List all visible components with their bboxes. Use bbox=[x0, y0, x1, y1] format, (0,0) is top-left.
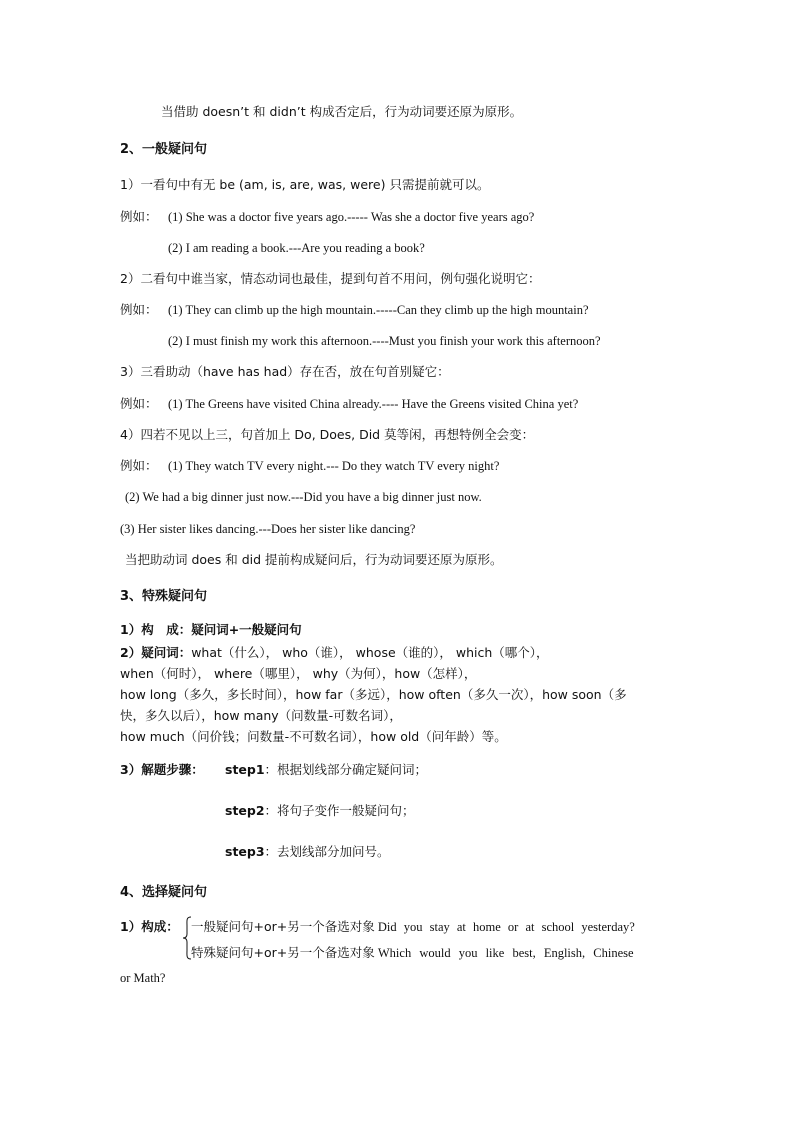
rule3: 3）三看助动（have has had）存在否，放在句首别疑它： bbox=[120, 364, 450, 379]
choice-line-2 bbox=[191, 945, 634, 961]
steps-label: 3）解题步骤： bbox=[120, 762, 204, 777]
choice-line-1 bbox=[191, 919, 635, 935]
question-words-line-1: what（什么）， who（谁）， whose（谁的）， which（哪个）， bbox=[191, 645, 549, 660]
structure-row bbox=[120, 622, 302, 638]
question-words-row bbox=[120, 645, 549, 661]
rule2: 2）二看句中谁当家，情态动词也最佳，提到句首不用问，例句强化说明它： bbox=[120, 271, 541, 286]
example-label: 例如： bbox=[120, 209, 158, 224]
step-1 bbox=[225, 762, 427, 778]
section3-heading: 3、特殊疑问句 bbox=[120, 589, 208, 604]
choice-line-3: or Math? bbox=[120, 971, 166, 985]
step-3-key: step3 bbox=[225, 844, 265, 859]
rule4: 4）四若不见以上三，句首加上 Do, Does, Did 莫等闲，再想特例全会变： bbox=[120, 427, 535, 442]
example-label: 例如： bbox=[120, 458, 158, 473]
example-3-1: (1) The Greens have visited China already.---- Have the Greens visited China yet? bbox=[168, 397, 579, 411]
example-label: 例如： bbox=[120, 396, 158, 411]
example-2-2: (2) I must finish my work this afternoon.----Must you finish your work this afternoon? bbox=[168, 334, 601, 348]
example-4-3: (3) Her sister likes dancing.---Does her sister like dancing? bbox=[120, 522, 416, 536]
step-1-key: step1 bbox=[225, 762, 265, 777]
negation-note: 当借助 doesn’t 和 didn’t 构成否定后，行为动词要还原为原形。 bbox=[161, 104, 523, 119]
question-words-line-2: when（何时）， where（哪里）， why（为何），how（怎样）， bbox=[120, 666, 477, 681]
rule1: 1）一看句中有无 be (am, is, are, was, were) 只需提前就可以。 bbox=[120, 177, 490, 192]
section4-heading: 4、选择疑问句 bbox=[120, 885, 208, 900]
example-4-2: (2) We had a big dinner just now.---Did you have a big dinner just now. bbox=[125, 490, 482, 504]
step-3-text: ：去划线部分加问号。 bbox=[264, 844, 390, 859]
step-2 bbox=[225, 803, 415, 819]
choice-structure-label: 1）构成： bbox=[120, 919, 179, 934]
structure-value: 疑问词+一般疑问句 bbox=[191, 622, 302, 637]
choice-line-1-prefix: 一般疑问句+or+另一个备选对象 bbox=[191, 919, 375, 934]
question-words-line-5: how much（问价钱；问数量-不可数名词），how old（问年龄）等。 bbox=[120, 729, 507, 744]
example-1-1: (1) She was a doctor five years ago.----- Was she a doctor five years ago? bbox=[168, 210, 535, 224]
step-2-key: step2 bbox=[225, 803, 265, 818]
example-1-2: (2) I am reading a book.---Are you reading a book? bbox=[168, 241, 425, 255]
structure-label: 1）构 成： bbox=[120, 622, 192, 637]
example-4-1: (1) They watch TV every night.--- Do they watch TV every night? bbox=[168, 459, 500, 473]
section2-heading: 2、一般疑问句 bbox=[120, 142, 208, 157]
example-2-1: (1) They can climb up the high mountain.-----Can they climb up the high mountain? bbox=[168, 303, 589, 317]
choice-line-2-example: Which would you like best, English, Chinese bbox=[377, 946, 634, 960]
choice-line-1-example: Did you stay at home or at school yesterday? bbox=[377, 920, 635, 934]
question-words-line-4: 快，多久以后），how many（问数量-可数名词）， bbox=[120, 708, 402, 723]
question-words-label: 2）疑问词： bbox=[120, 645, 192, 660]
step-2-text: ：将句子变作一般疑问句； bbox=[264, 803, 415, 818]
step-1-text: ：根据划线部分确定疑问词； bbox=[264, 762, 428, 777]
auxiliary-note: 当把助动词 does 和 did 提前构成疑问后，行为动词要还原为原形。 bbox=[125, 552, 503, 567]
question-words-line-3: how long（多久，多长时间），how far（多远），how often（多久一次），how soon（多 bbox=[120, 687, 627, 702]
step-3 bbox=[225, 844, 390, 860]
choice-line-2-prefix: 特殊疑问句+or+另一个备选对象 bbox=[191, 945, 375, 960]
example-label: 例如： bbox=[120, 302, 158, 317]
